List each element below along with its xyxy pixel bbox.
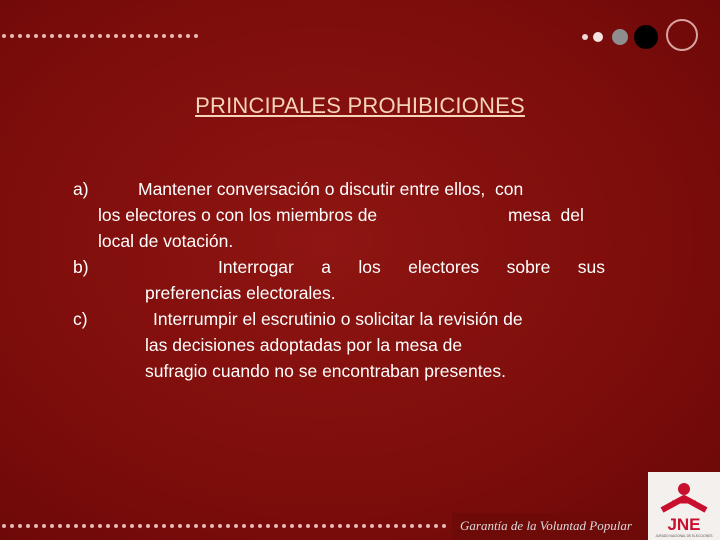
dot xyxy=(66,524,70,528)
dot xyxy=(154,34,158,38)
circle-tiny xyxy=(582,34,588,40)
dot xyxy=(186,34,190,38)
dot xyxy=(74,524,78,528)
dot xyxy=(82,524,86,528)
dot xyxy=(210,524,214,528)
dot xyxy=(170,34,174,38)
dot xyxy=(82,34,86,38)
dot xyxy=(194,524,198,528)
dot xyxy=(234,524,238,528)
jne-logo xyxy=(648,472,720,540)
dot xyxy=(434,524,438,528)
dot xyxy=(186,524,190,528)
circle-gray xyxy=(612,29,628,45)
dot xyxy=(18,34,22,38)
dot xyxy=(162,34,166,38)
dot xyxy=(98,524,102,528)
bottom-dotted-line xyxy=(0,524,452,530)
dot xyxy=(290,524,294,528)
dot xyxy=(122,34,126,38)
dot xyxy=(322,524,326,528)
dot xyxy=(242,524,246,528)
dot xyxy=(66,34,70,38)
dot xyxy=(34,524,38,528)
dot xyxy=(74,34,78,38)
dot xyxy=(378,524,382,528)
dot xyxy=(298,524,302,528)
item-c-line-3: sufragio cuando no se encontraban presentes. xyxy=(145,361,506,381)
jne-logo-text: JNE xyxy=(667,515,701,534)
dot xyxy=(2,34,6,38)
dot xyxy=(98,34,102,38)
dot xyxy=(346,524,350,528)
item-a-line-2-end: mesa del xyxy=(508,205,584,225)
item-a-line-3: local de votación. xyxy=(98,231,234,251)
dot xyxy=(202,524,206,528)
dot xyxy=(114,34,118,38)
dot xyxy=(42,524,46,528)
dot xyxy=(178,34,182,38)
dot xyxy=(426,524,430,528)
dot xyxy=(58,34,62,38)
dot xyxy=(138,34,142,38)
item-c-marker: c) xyxy=(73,309,88,329)
footer-slogan: Garantía de la Voluntad Popular xyxy=(460,518,632,533)
circle-black xyxy=(634,25,658,49)
dot xyxy=(106,524,110,528)
dot xyxy=(266,524,270,528)
dot xyxy=(146,34,150,38)
dot xyxy=(130,524,134,528)
item-a-line-1: Mantener conversación o discutir entre ellos, con xyxy=(138,179,524,199)
jne-logo-subtext: JURADO NACIONAL DE ELECCIONES xyxy=(655,534,713,538)
dot xyxy=(42,34,46,38)
dot xyxy=(106,34,110,38)
dot xyxy=(282,524,286,528)
top-dotted-line xyxy=(0,34,200,40)
dot xyxy=(90,524,94,528)
dot xyxy=(26,524,30,528)
dot xyxy=(394,524,398,528)
dot xyxy=(226,524,230,528)
dot xyxy=(10,524,14,528)
item-a-line-2: los electores o con los miembros de xyxy=(98,205,378,225)
dot xyxy=(34,34,38,38)
dot xyxy=(58,524,62,528)
item-a-marker: a) xyxy=(73,179,89,199)
dot xyxy=(218,524,222,528)
dot xyxy=(2,524,6,528)
dot xyxy=(314,524,318,528)
jne-logo-graphic xyxy=(648,472,720,540)
dot xyxy=(154,524,158,528)
item-c-line-1: Interrumpir el escrutinio o solicitar la revisión de xyxy=(153,309,523,329)
dot xyxy=(330,524,334,528)
dot xyxy=(10,34,14,38)
dot xyxy=(418,524,422,528)
dot xyxy=(386,524,390,528)
dot xyxy=(274,524,278,528)
item-b-line-1: Interrogar a los electores sobre sus xyxy=(218,257,605,277)
dot xyxy=(130,34,134,38)
dot xyxy=(258,524,262,528)
dot xyxy=(178,524,182,528)
dot xyxy=(170,524,174,528)
dot xyxy=(122,524,126,528)
item-c-line-2: las decisiones adoptadas por la mesa de xyxy=(145,335,463,355)
dot xyxy=(50,34,54,38)
dot xyxy=(26,34,30,38)
dot xyxy=(410,524,414,528)
dot xyxy=(194,34,198,38)
dot xyxy=(50,524,54,528)
dot xyxy=(18,524,22,528)
dot xyxy=(138,524,142,528)
dot xyxy=(402,524,406,528)
dot xyxy=(338,524,342,528)
dot xyxy=(442,524,446,528)
circle-outline xyxy=(666,19,698,51)
dot xyxy=(114,524,118,528)
dot xyxy=(90,34,94,38)
slide-title: PRINCIPALES PROHIBICIONES xyxy=(195,93,525,118)
dot xyxy=(370,524,374,528)
dot xyxy=(162,524,166,528)
dot xyxy=(362,524,366,528)
dot xyxy=(354,524,358,528)
circle-small xyxy=(593,32,603,42)
item-b-marker: b) xyxy=(73,257,89,277)
dot xyxy=(306,524,310,528)
dot xyxy=(146,524,150,528)
dot xyxy=(250,524,254,528)
item-b-line-2: preferencias electorales. xyxy=(145,283,336,303)
